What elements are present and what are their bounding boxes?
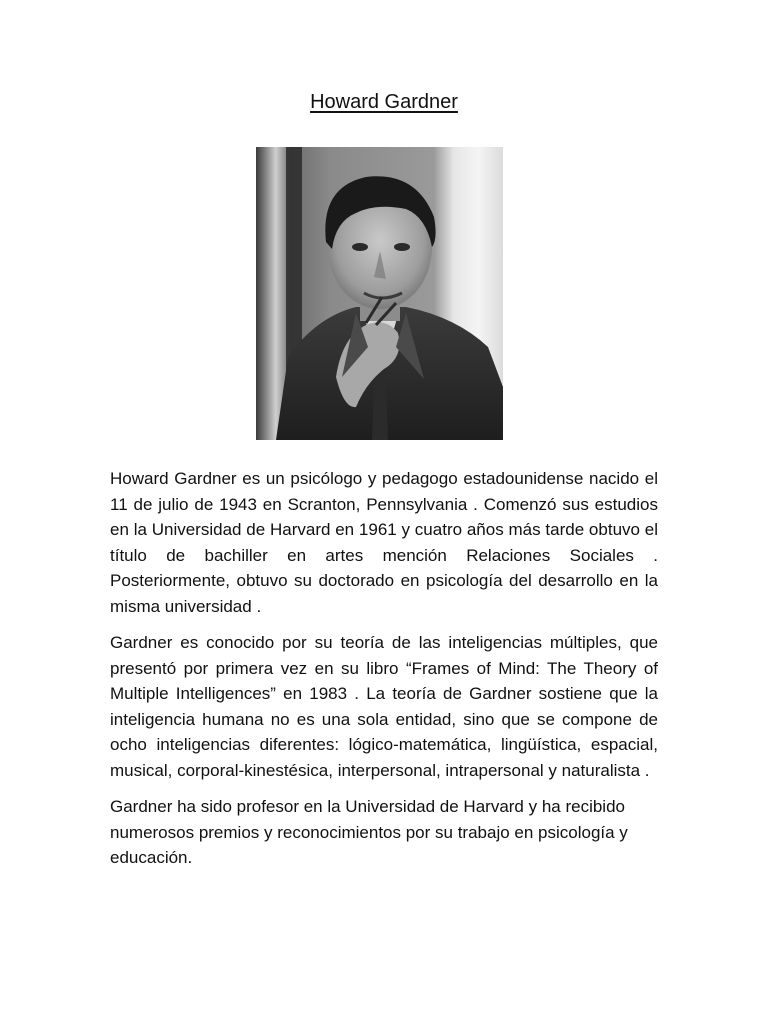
paragraph-1: Howard Gardner es un psicólogo y pedagogo estadounidense nacido el 11 de julio de 1943 en Scranton, Pennsylvania . Comenzó sus estudios en la Universidad de Harvard en 1961 y cuatro años más tarde obtuvo el título de bachiller en artes mención Relaciones Sociales . Posteriormente, obtuvo su doctorado en psicología del desarrollo en la misma universidad . [110, 469, 658, 616]
paragraph-2: Gardner es conocido por su teoría de las inteligencias múltiples, que presentó por primera vez en su libro “Frames of Mind: The Theory of Multiple Intelligences” en 1983 . La teoría de Gardner sostiene que la inteligencia humana no es una sola entidad, sino que se compone de ocho inteligencias diferentes: lógico-matemática, lingüística, espacial, musical, corporal-kinestésica, interpersonal, intrapersonal y naturalista . [110, 633, 658, 780]
document-title: Howard Gardner [310, 91, 458, 113]
portrait-photo [256, 147, 503, 440]
document-body [110, 466, 658, 882]
paragraph-3: Gardner ha sido profesor en la Universidad de Harvard y ha recibido numerosos premios y reconocimientos por su trabajo en psicología y educación. [110, 797, 628, 867]
